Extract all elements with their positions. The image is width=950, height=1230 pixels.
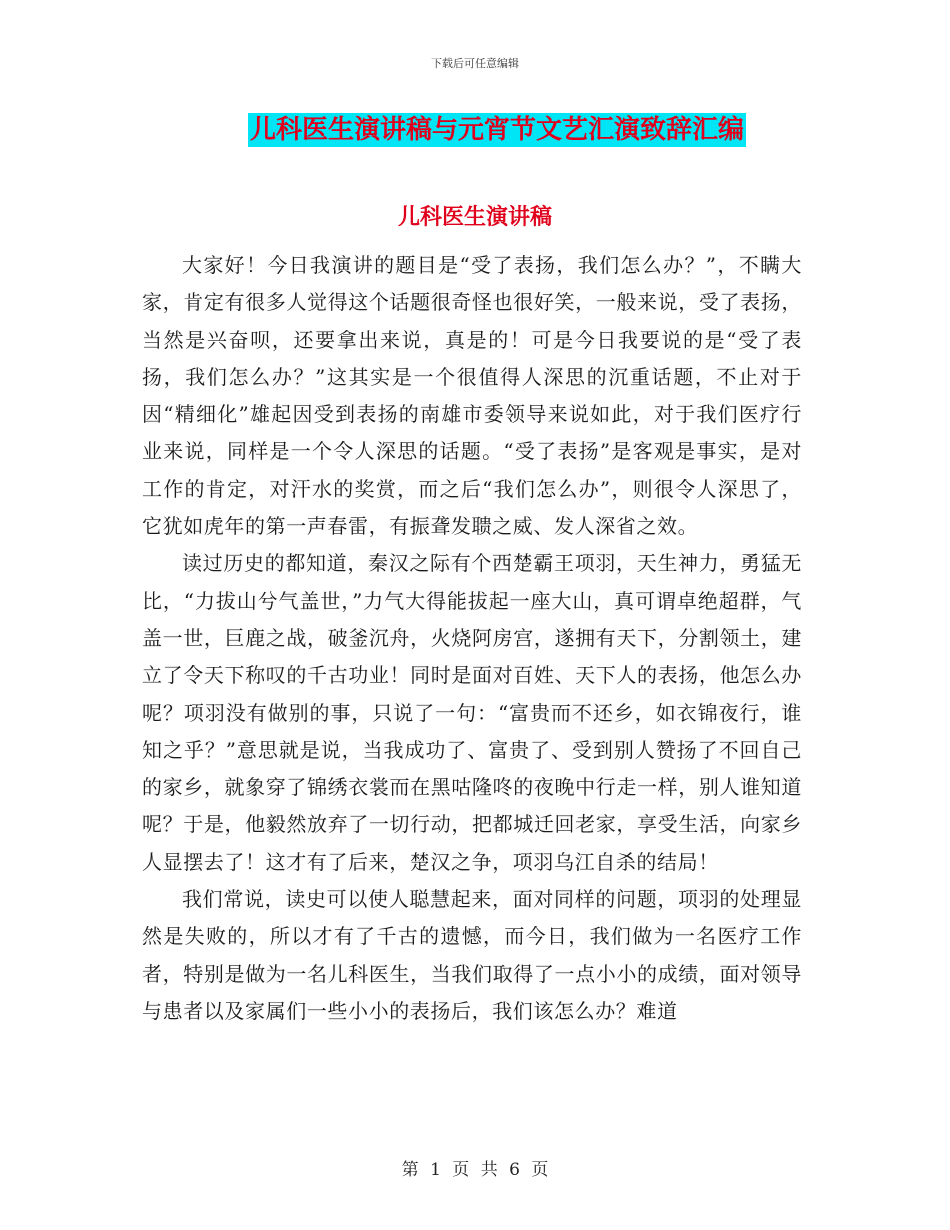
paragraph: 读过历史的都知道，秦汉之际有个西楚霸王项羽，天生神力，勇猛无比，“力拔山兮气盖世，”力气大得能拔起一座大山，真可谓卓绝超群，气盖一世，巨鹿之战，破釜沉舟，火烧阿房宫，遂拥有天下，分割领土，建立了令天下称叹的千古功业！同时是面对百姓、天下人的表扬，他怎么办呢？项羽没有做别的事，只说了一句：“富贵而不还乡，如衣锦夜行，谁知之乎？”意思就是说，当我成功了、富贵了、受到别人赞扬了不回自己的家乡，就象穿了锦绣衣裳而在黑咕隆咚的夜晚中行走一样，别人谁知道呢？于是，他毅然放弃了一切行动，把都城迁回老家，享受生活，向家乡人显摆去了！这才有了后来，楚汉之争，项羽乌江自杀的结局！ — [142, 551, 802, 874]
section-title: 儿科医生演讲稿 — [397, 205, 552, 230]
body-text — [142, 247, 802, 1030]
header-note: 下载后可任意编辑 — [431, 57, 519, 70]
paragraph: 我们常说，读史可以使人聪慧起来，面对同样的问题，项羽的处理显然是失败的，所以才有了千古的遗憾，而今日，我们做为一名医疗工作者，特别是做为一名儿科医生，当我们取得了一点小小的成绩，面对领导与患者以及家属们一些小小的表扬后，我们该怎么办？难道 — [142, 887, 802, 1023]
paragraph: 大家好！今日我演讲的题目是“受了表扬，我们怎么办？”，不瞒大家，肯定有很多人觉得这个话题很奇怪也很好笑，一般来说，受了表扬，当然是兴奋呗，还要拿出来说，真是的！可是今日我要说的是“受了表扬，我们怎么办？”这其实是一个很值得人深思的沉重话题，不止对于因“精细化”雄起因受到表扬的南雄市委领导来说如此，对于我们医疗行业来说，同样是一个令人深思的话题。“受了表扬”是客观是事实，是对工作的肯定，对汗水的奖赏，而之后“我们怎么办”，则很令人深思了，它犹如虎年的第一声春雷，有振聋发聩之威、发人深省之效。 — [142, 253, 802, 539]
document-title: 儿科医生演讲稿与元宵节文艺汇演致辞汇编 — [250, 115, 745, 145]
page-footer: 第 1 页 共 6 页 — [401, 1160, 549, 1180]
